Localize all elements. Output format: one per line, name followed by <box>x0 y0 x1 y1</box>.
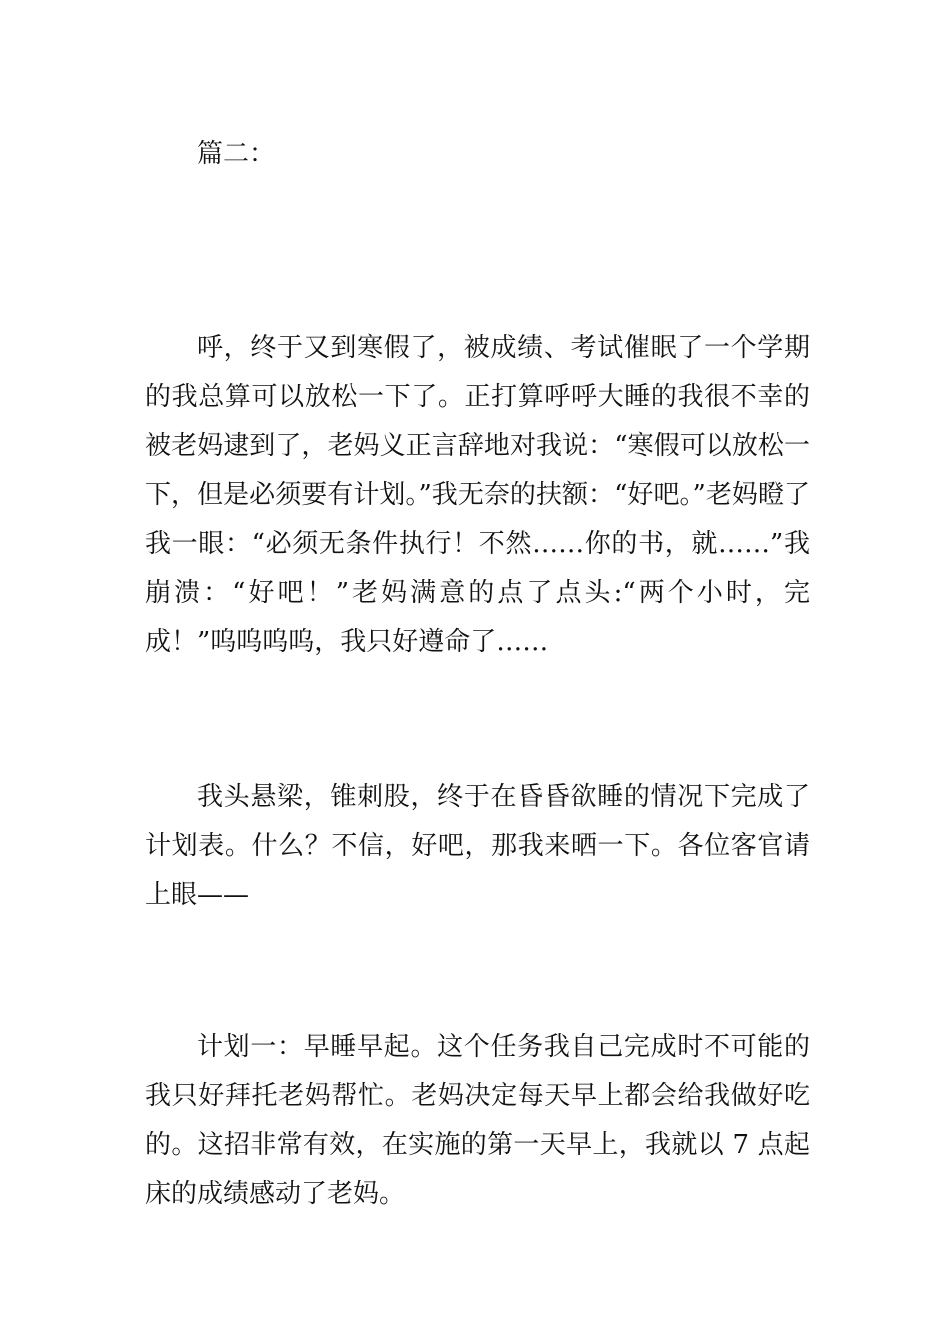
paragraph-2: 我头悬梁，锥刺股，终于在昏昏欲睡的情况下完成了计划表。什么？不信，好吧，那我来晒一下。各位客官请上眼—— <box>145 782 810 910</box>
section-heading: 篇二： <box>197 139 276 169</box>
paragraph-1: 呼，终于又到寒假了，被成绩、考试催眠了一个学期的我总算可以放松一下了。正打算呼呼大睡的我很不幸的被老妈逮到了，老妈义正言辞地对我说：“寒假可以放松一下，但是必须要有计划。”我无奈的扶额：“好吧。”老妈瞪了我一眼：“必须无条件执行！不然……你的书，就……”我崩溃：“好吧！”老妈满意的点了点头:“两个小时，完成！”呜呜呜呜，我只好遵命了…… <box>145 333 810 657</box>
paragraph-3: 计划一：早睡早起。这个任务我自己完成时不可能的我只好拜托老妈帮忙。老妈决定每天早上都会给我做好吃的。这招非常有效，在实施的第一天早上，我就以 7 点起床的成绩感动了老妈。 <box>145 1032 810 1209</box>
